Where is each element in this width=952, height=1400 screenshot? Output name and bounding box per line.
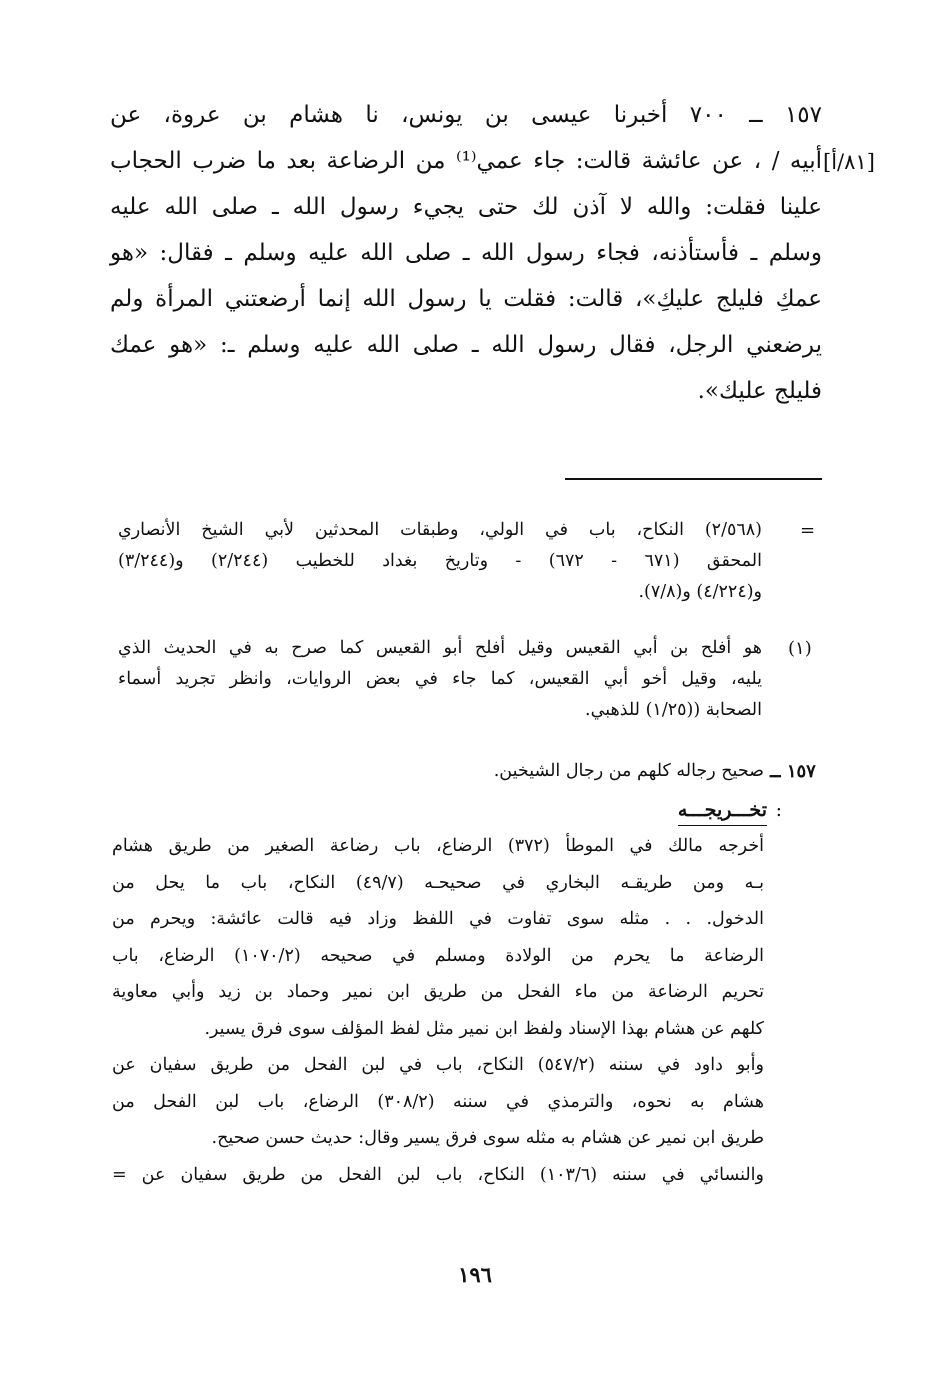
takhrij-line: أخرجه مالك في الموطأ (٣٧٢) الرضاع، باب رضاعة الصغير من طريق هشام — [112, 836, 765, 856]
page-number: ١٩٦ — [458, 1262, 492, 1287]
takhrij-line: كلهم عن هشام بهذا الإسناد ولفظ ابن نمير مثل لفظ المؤلف سوى فرق يسير. — [204, 1018, 764, 1039]
footnote-line: صحيح رجاله كلهم من رجال الشيخين. — [493, 761, 764, 781]
footnote-marker-157: ١٥٧ ــ — [770, 761, 816, 782]
manuscript-folio-reference: [٨١/أ] — [823, 150, 875, 174]
main-hadith-text — [110, 92, 822, 414]
footnote-continuation — [118, 515, 762, 608]
takhrij-line: بـه ومن طريقـه البخاري في صحيحـه (٤٩/٧) النكاح، باب ما يحل من — [112, 872, 764, 893]
footnote-line: الصحابة ((١/٢٥) للذهبي. — [585, 700, 762, 720]
footnote-marker-1: (١) — [788, 638, 812, 659]
footnote-line: و(٤/٢٢٤) و(٧/٨). — [638, 582, 762, 602]
continuation-marker: = — [800, 520, 816, 541]
takhrij-body — [112, 828, 764, 1193]
footnote-1 — [118, 633, 762, 726]
takhrij-line: وأبو داود في سننه (٥٤٧/٢) النكاح، باب في لبن الفحل من طريق سفيان عن — [112, 1055, 764, 1075]
footnote-line: (٢/٥٦٨) النكاح، باب في الولي، وطبقات المحدثين لأبي الشيخ الأنصاري — [118, 520, 762, 540]
takhrij-line: والنسائي في سننه (١٠٣/٦) النكاح، باب لبن الفحل من طريق سفيان عن = — [112, 1164, 764, 1185]
main-text-line: عمكِ فليلج عليكِ»، قالت: فقلت يا رسول الله إنما أرضعتني المرأة ولم — [110, 286, 822, 312]
footnote-line: هو أفلح بن أبي القعيس وقيل أفلح أبو القعيس كما صرح به في الحديث الذي — [118, 638, 762, 658]
main-text-line: أبيه / ، عن عائشة قالت: جاء عمي⁽¹⁾ من الرضاعة بعد ما ضرب الحجاب — [110, 148, 822, 174]
footnote-line: يليه، وقيل أخو أبي القعيس، كما جاء في بعض الروايات، وانظر تجريد أسماء — [118, 669, 762, 689]
main-text-line: وسلم ـ فأستأذنه، فجاء رسول الله ـ صلى الله عليه وسلم ـ فقال: «هو — [110, 240, 822, 266]
takhrij-line: الرضاعة ما يحرم من الولادة ومسلم في صحيحه (١٠٧٠/٢) الرضاع، باب — [112, 945, 764, 966]
main-text-line: علينا فقلت: والله لا آذن لك حتى يجيء رسول الله ـ صلى الله عليه — [110, 194, 822, 220]
takhrij-line: تحريم الرضاعة من ماء الفحل من طريق ابن نمير وحماد بن زيد وأبي معاوية — [112, 982, 764, 1002]
main-text-line: ١٥٧ ــ ٧٠٠ أخبرنا عيسى بن يونس، نا هشام بن عروة، عن — [110, 102, 822, 128]
main-text-line: يرضعني الرجل، فقال رسول الله ـ صلى الله عليه وسلم ـ: «هو عمك — [110, 332, 822, 358]
footnote-157 — [300, 756, 764, 787]
takhrij-line: هشام به نحوه، والترمذي في سننه (٣٠٨/٢) الرضاع، باب لبن الفحل من — [112, 1091, 764, 1112]
takhrij-line: الدخول. . . مثله سوى تفاوت في اللفظ وزاد فيه قالت عائشة: ويحرم من — [112, 909, 764, 929]
footnote-separator — [565, 478, 822, 480]
takhrij-line: طريق ابن نمير عن هشام به مثله سوى فرق يسير وقال: حديث حسن صحيح. — [211, 1128, 764, 1148]
takhrij-heading-colon: : — [775, 799, 782, 821]
main-text-line: فليلج عليك». — [697, 378, 822, 404]
takhrij-heading: تخـــريجـــه — [678, 795, 767, 826]
footnote-line: المحقق (٦٧١ - ٦٧٢) - وتاريخ بغداد للخطيب (٢/٢٤٤) و(٣/٢٤٤) — [118, 551, 762, 571]
